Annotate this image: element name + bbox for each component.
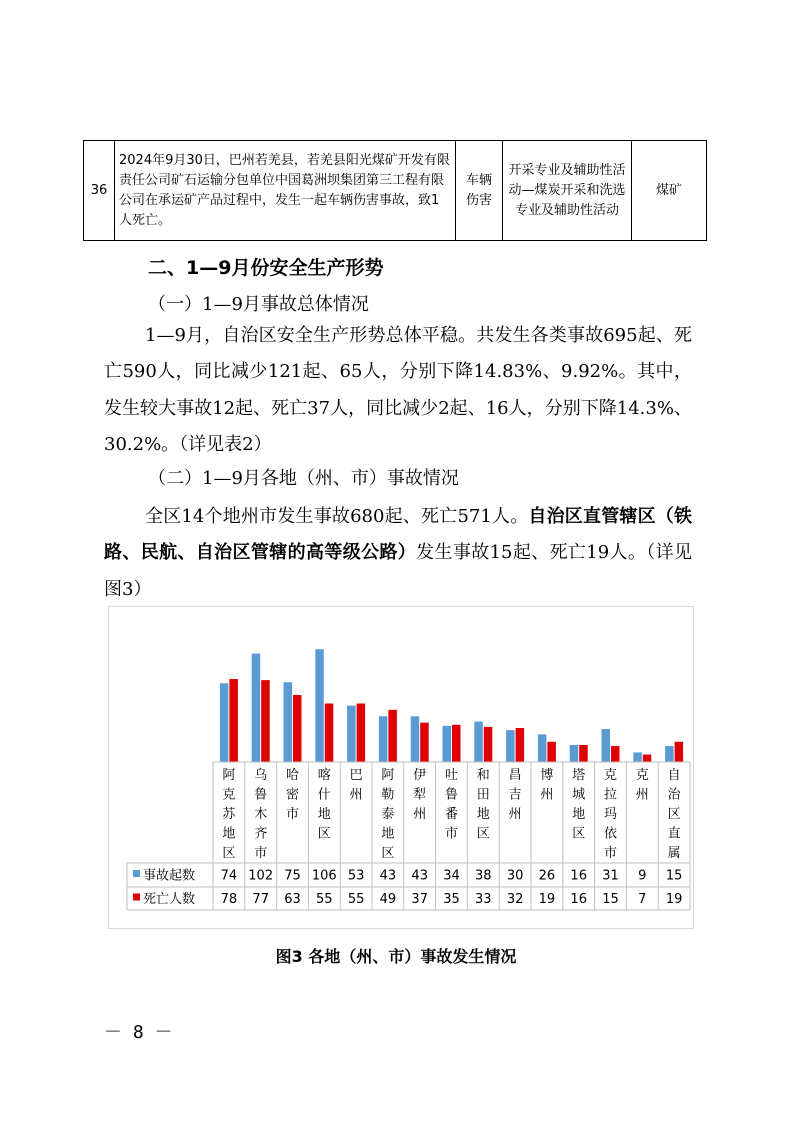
- category-label: 哈密市: [285, 768, 300, 822]
- paragraph-overall: 1—9月，自治区安全生产形势总体平稳。共发生各类事故695起、死亡590人，同比减少121起、65人，分别下降14.83%、9.92%。其中，发生较大事故12起、死亡37人，同比减少2起、16人，分别下降14.3%、30.2%。（详见表2）: [104, 325, 692, 456]
- bar-accidents: [315, 649, 324, 762]
- bar-accidents: [602, 729, 611, 762]
- legend-swatch: [133, 894, 140, 901]
- data-value: 37: [411, 892, 428, 907]
- data-value: 31: [602, 868, 619, 884]
- data-value: 43: [379, 868, 397, 884]
- category-label: 巴州: [349, 768, 363, 803]
- industry: 煤矿: [632, 141, 707, 241]
- bar-deaths: [675, 742, 684, 762]
- category-label: 阿克苏地区: [222, 768, 236, 861]
- category-label: 伊犁州: [413, 768, 427, 822]
- bar-deaths: [388, 710, 397, 762]
- bar-accidents: [220, 683, 229, 762]
- bar-accidents: [252, 654, 261, 762]
- section-title: 二、1—9月份安全生产形势: [148, 257, 384, 279]
- bar-accidents: [633, 752, 642, 762]
- bar-accidents: [284, 682, 293, 762]
- bar-deaths: [261, 680, 270, 762]
- bar-accidents: [347, 706, 356, 762]
- data-value: 55: [347, 892, 365, 907]
- case-table: [83, 140, 707, 241]
- bar-deaths: [325, 704, 334, 763]
- bar-deaths: [293, 695, 302, 762]
- bar-deaths: [229, 679, 238, 762]
- subsection-title-1: （一）1—9月事故总体情况: [148, 294, 369, 315]
- bar-deaths: [516, 728, 525, 762]
- paragraph-regions-bold: 自治区直管辖区（铁路、民航、自治区管辖的高等级公路）: [104, 506, 692, 564]
- chart-frame: [108, 606, 694, 929]
- case-number: 36: [84, 141, 115, 241]
- data-value: 16: [570, 868, 587, 884]
- category-label: 塔城地区: [572, 768, 586, 842]
- bar-deaths: [452, 725, 461, 762]
- activity-category: 开采专业及辅助性活动—煤炭开采和洗选专业及辅助性活动: [503, 141, 632, 241]
- category-label: 博州: [540, 768, 554, 803]
- bar-accidents: [379, 716, 388, 762]
- data-value: 35: [443, 892, 460, 907]
- legend-label: 死亡人数: [143, 892, 196, 907]
- data-value: 75: [284, 868, 301, 884]
- data-value: 19: [538, 892, 556, 907]
- bar-accidents: [570, 745, 579, 762]
- legend-swatch: [133, 870, 140, 877]
- category-label: 乌鲁木齐市: [254, 768, 268, 861]
- data-value: 7: [638, 892, 647, 907]
- data-value: 63: [284, 892, 301, 907]
- subsection-title-2: （二）1—9月各地（州、市）事故情况: [148, 468, 459, 489]
- page-number: － 8 －: [104, 1022, 173, 1043]
- bar-accidents: [506, 730, 514, 762]
- category-label: 自治区直属: [667, 768, 681, 861]
- data-value: 38: [475, 868, 492, 884]
- data-value: 106: [311, 868, 337, 884]
- data-value: 30: [506, 868, 524, 884]
- data-value: 32: [506, 892, 524, 907]
- data-value: 78: [220, 892, 238, 907]
- accident-chart: [109, 607, 695, 930]
- data-value: 15: [602, 892, 619, 907]
- accident-type: [456, 141, 503, 241]
- bar-deaths: [484, 727, 493, 762]
- accident-type-line1: 车辆: [465, 172, 492, 188]
- data-value: 9: [638, 868, 647, 884]
- bar-deaths: [547, 742, 556, 762]
- bar-accidents: [443, 726, 452, 762]
- table-row: [84, 141, 707, 241]
- data-value: 74: [220, 868, 238, 884]
- bar-deaths: [420, 723, 429, 762]
- data-value: 102: [248, 868, 274, 884]
- data-value: 34: [443, 868, 460, 884]
- data-value: 19: [665, 892, 683, 907]
- data-value: 49: [379, 892, 397, 907]
- data-value: 53: [347, 868, 365, 884]
- bar-deaths: [643, 755, 652, 762]
- bar-deaths: [611, 746, 620, 762]
- bar-deaths: [579, 745, 588, 762]
- category-label: 昌吉州: [508, 768, 522, 822]
- category-label: 克州: [635, 768, 649, 803]
- accident-type-line2: 伤害: [465, 192, 492, 208]
- bar-deaths: [357, 704, 366, 763]
- category-label: 克拉玛依市: [603, 768, 618, 861]
- paragraph-regions: [104, 499, 692, 608]
- category-label: 吐鲁番市: [444, 768, 459, 842]
- data-value: 15: [665, 868, 683, 884]
- paragraph-regions-normal: 全区14个地州市发生事故680起、死亡571人。: [145, 506, 529, 527]
- data-value: 77: [252, 892, 269, 907]
- data-value: 33: [475, 892, 492, 907]
- data-value: 43: [411, 868, 428, 884]
- category-label: 和田地区: [476, 768, 490, 842]
- category-label: 阿勒泰地区: [381, 768, 395, 861]
- data-value: 16: [570, 892, 587, 907]
- bar-accidents: [411, 716, 420, 762]
- data-value: 26: [538, 868, 556, 884]
- case-description: 2024年9月30日，巴州若羌县，若羌县阳光煤矿开发有限责任公司矿石运输分包单位中国葛洲坝集团第三工程有限公司在承运矿产品过程中，发生一起车辆伤害事故，致1人死亡。: [115, 141, 456, 241]
- legend-label: 事故起数: [143, 868, 196, 884]
- figure-caption: 图3 各地（州、市）事故发生情况: [275, 947, 517, 966]
- bar-accidents: [538, 734, 547, 762]
- bar-accidents: [665, 746, 674, 762]
- paragraph-regions-tail: 发生事故15起、死亡19人。（详见图3）: [104, 542, 693, 600]
- bar-accidents: [474, 722, 483, 762]
- category-label: 喀什地区: [317, 768, 331, 842]
- data-value: 55: [316, 892, 333, 907]
